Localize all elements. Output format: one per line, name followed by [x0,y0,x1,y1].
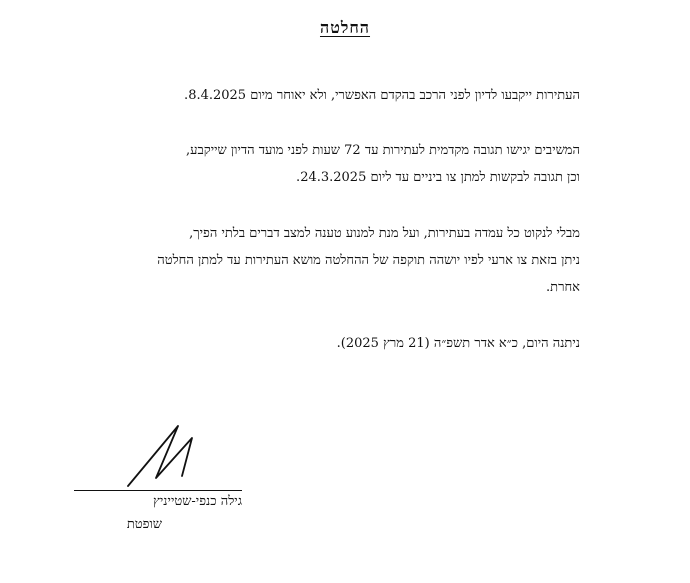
paragraph-line: ניתנה היום, כ״א אדר תשפ״ה (21 מרץ 2025). [336,336,580,351]
paragraph-given-date [20,330,580,357]
handwritten-signature [120,420,220,490]
document-title [0,18,690,38]
paragraph-interim-order [20,220,580,301]
paragraph-response-deadline [20,137,580,191]
document-title-text: החלטה [319,18,371,37]
paragraph-hearing-date [20,82,580,109]
paragraph-line: העתירות ייקבעו לדיון לפני הרכב בהקדם האפשרי, ולא יאוחר מיום 8.4.2025. [184,88,580,103]
paragraph-line: אחרת. [546,280,580,295]
paragraph-line: ניתן בזאת צו ארעי לפיו יושהה תוקפה של ההחלטה מושא העתירות עד למתן החלטה [157,253,580,268]
paragraph-line: מבלי לנקוט כל עמדה בעתירות, ועל מנת למנוע טענה למצב דברים בלתי הפיך, [189,226,580,241]
paragraph-line: וכן תגובה לבקשות למתן צו ביניים עד ליום 24.3.2025. [296,170,580,185]
judge-name: גילה כנפי-שטייניץ [153,494,242,509]
judge-title: שופטת [126,517,162,532]
paragraph-line: המשיבים יגישו תגובה מקדמית לעתירות עד 72 שעות לפני מועד הדיון שייקבע, [185,143,580,158]
signature-line [74,490,242,491]
